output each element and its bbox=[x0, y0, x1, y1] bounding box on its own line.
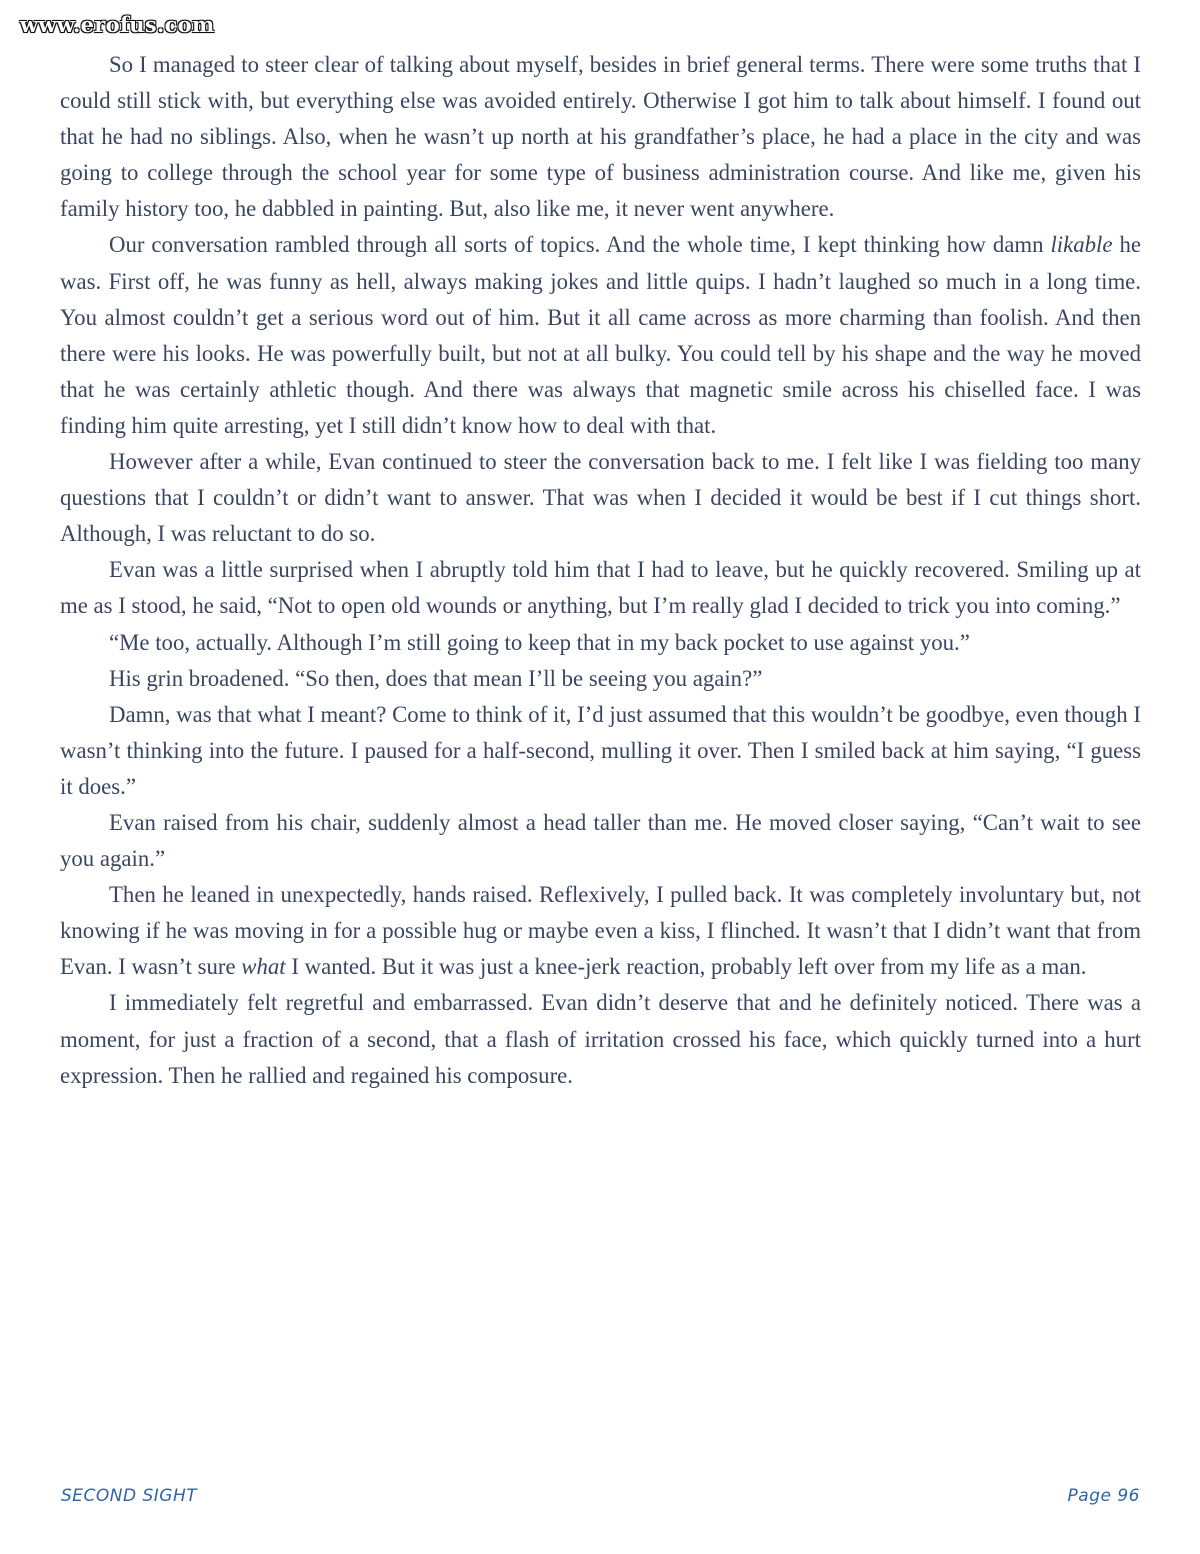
paragraph bbox=[60, 227, 1141, 444]
paragraph bbox=[60, 661, 1141, 697]
footer-book-title: SECOND SIGHT bbox=[61, 1486, 198, 1506]
paragraph-text: he was. First off, he was funny as hell, always making jokes and little quips. I hadn’t laughed so much in a long time. You almost couldn’t get a serious word out of him. But it all came across as more charming than foolish. And then there were his looks. He was powerfully built, but not at all bulky. You could tell by his shape and the way he moved that he was certainly athletic though. And there was always that magnetic smile across his chiselled face. I was finding him quite arresting, yet I still didn’t know how to deal with that. bbox=[60, 232, 1141, 438]
paragraph-text: So I managed to steer clear of talking about myself, besides in brief general terms. There were some truths that I could still stick with, but everything else was avoided entirely. Otherwise I got him to talk about himself. I found out that he had no siblings. Also, when he wasn’t up north at his grandfather’s place, he had a place in the city and was going to college through the school year for some type of business administration course. And like me, given his family history too, he dabbled in painting. But, also like me, it never went anywhere. bbox=[60, 52, 1141, 222]
paragraph bbox=[60, 985, 1141, 1093]
emphasis-text: likable bbox=[1050, 232, 1113, 258]
paragraph bbox=[60, 444, 1141, 552]
paragraph-text: Evan raised from his chair, suddenly almost a head taller than me. He moved closer saying, “Can’t wait to see you again.” bbox=[60, 809, 1141, 872]
paragraph bbox=[60, 625, 1141, 661]
footer-page-number: Page 96 bbox=[1067, 1486, 1140, 1506]
paragraph-text: However after a while, Evan continued to steer the conversation back to me. I felt like I was fielding too many questions that I couldn’t or didn’t want to answer. That was when I decided it would be best if I cut things short. Although, I was reluctant to do so. bbox=[60, 449, 1141, 547]
paragraph bbox=[60, 877, 1141, 985]
emphasis-text: what bbox=[241, 954, 286, 980]
paragraph-text: His grin broadened. “So then, does that mean I’ll be seeing you again?” bbox=[109, 665, 763, 691]
paragraph-text: Our conversation rambled through all sorts of topics. And the whole time, I kept thinking how damn bbox=[109, 232, 1051, 258]
paragraph-text: I wanted. But it was just a knee-jerk reaction, probably left over from my life as a man. bbox=[285, 954, 1087, 980]
paragraph bbox=[60, 47, 1141, 227]
paragraph-text: “Me too, actually. Although I’m still going to keep that in my back pocket to use against you.” bbox=[109, 629, 970, 655]
paragraph bbox=[60, 805, 1141, 877]
body-text bbox=[60, 47, 1141, 1094]
paragraph bbox=[60, 552, 1141, 624]
paragraph bbox=[60, 697, 1141, 805]
paragraph-text: Evan was a little surprised when I abruptly told him that I had to leave, but he quickly recovered. Smiling up at me as I stood, he said, “Not to open old wounds or anything, but I’m really glad I decided to trick you into coming.” bbox=[60, 557, 1141, 619]
paragraph-text: Then he leaned in unexpectedly, hands raised. Reflexively, I pulled back. It was completely involuntary but, not knowing if he was moving in for a possible hug or maybe even a kiss, I flinched. It wasn’t that I didn’t want that from Evan. I wasn’t sure bbox=[60, 882, 1141, 980]
paragraph-text: I immediately felt regretful and embarrassed. Evan didn’t deserve that and he definitely noticed. There was a moment, for just a fraction of a second, that a flash of irritation crossed his face, which quickly turned into a hurt expression. Then he rallied and regained his composure. bbox=[60, 990, 1141, 1088]
watermark: www.erofus.com bbox=[20, 12, 215, 37]
paragraph-text: Damn, was that what I meant? Come to think of it, I’d just assumed that this wouldn’t be goodbye, even though I wasn’t thinking into the future. I paused for a half-second, mulling it over. Then I smiled back at him saying, “I guess it does.” bbox=[60, 701, 1141, 799]
